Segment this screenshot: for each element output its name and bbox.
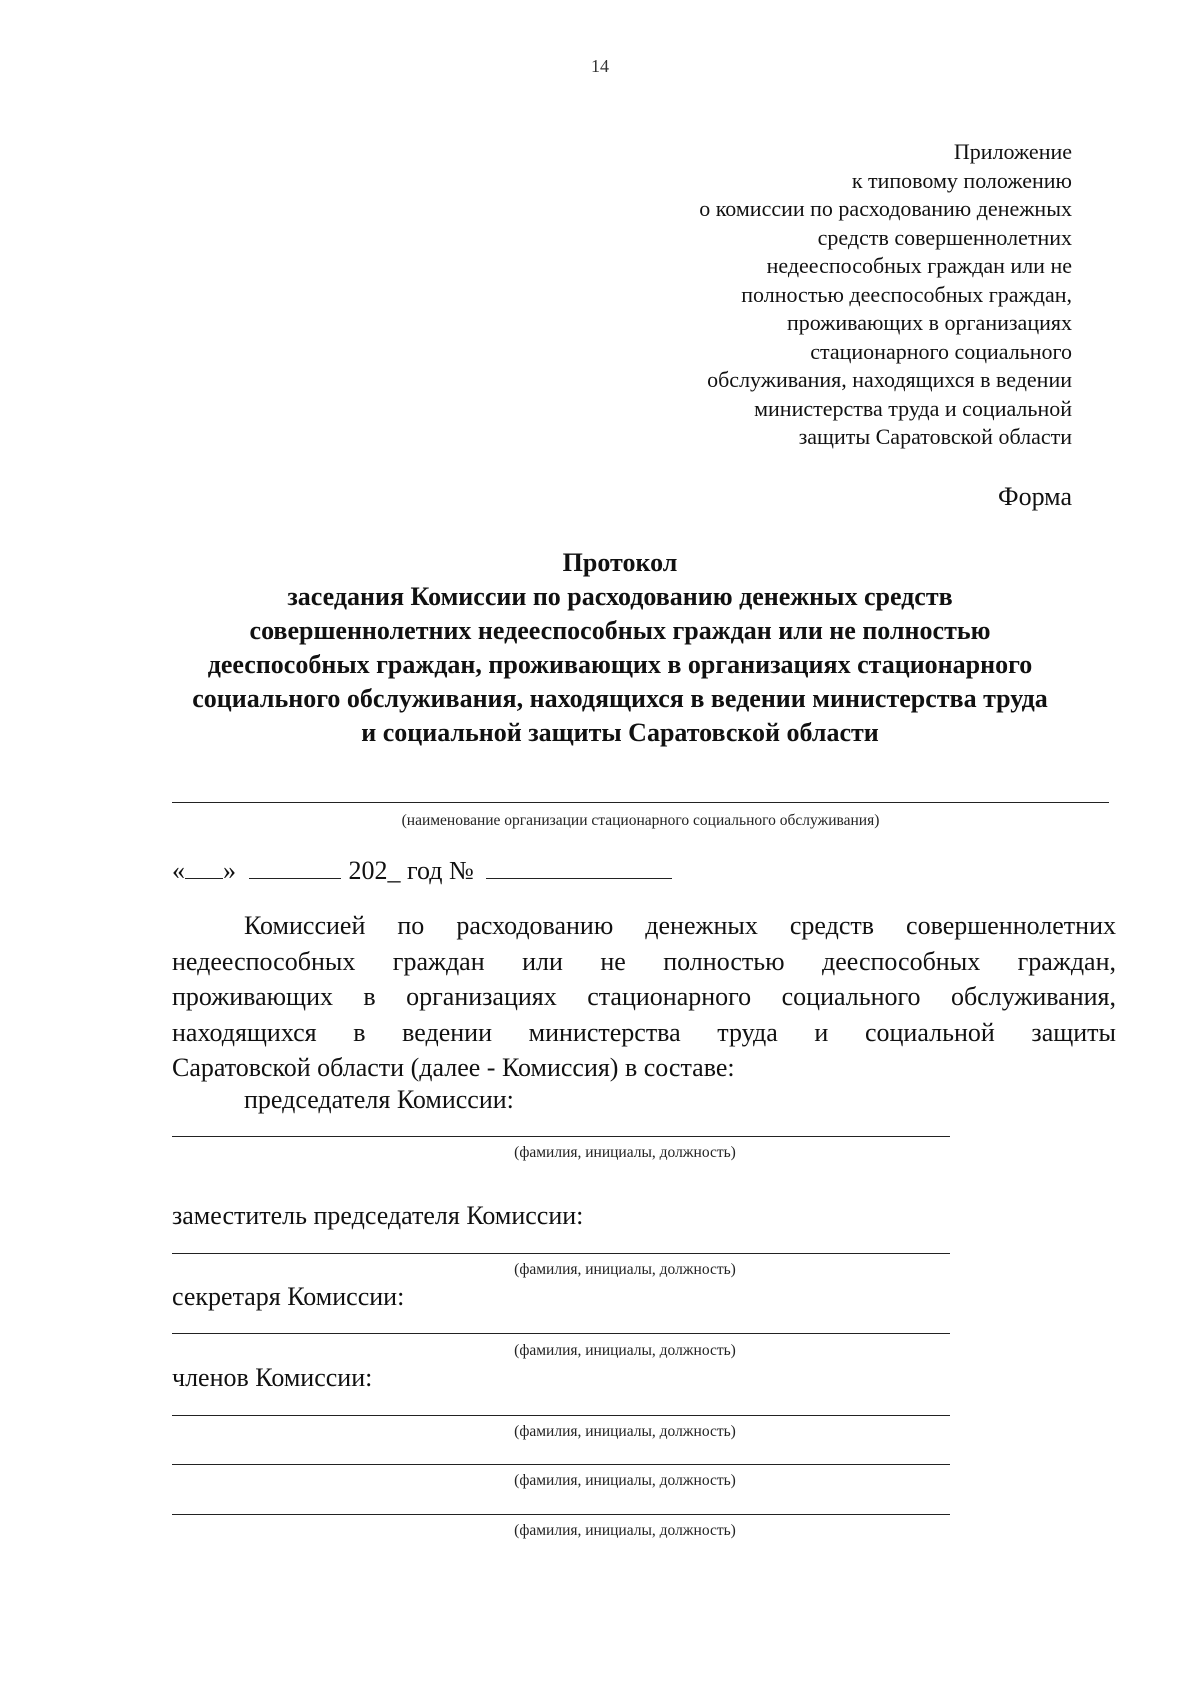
body-line: проживающих в организациях стационарного социального обслуживания, — [172, 982, 1116, 1011]
title-line: Протокол — [562, 548, 678, 577]
member-line[interactable] — [172, 1514, 950, 1515]
member-caption: (фамилия, инициалы, должность) — [514, 1522, 736, 1539]
member-line[interactable] — [172, 1464, 950, 1465]
year-number-label: 202_ год № — [348, 856, 474, 885]
body-line: недееспособных граждан или не полностью дееспособных граждан, — [172, 946, 1116, 976]
appendix-line: проживающих в организациях — [786, 310, 1072, 335]
open-quote: « — [172, 856, 185, 885]
month-field[interactable] — [249, 856, 341, 879]
title-line: совершеннолетних недееспособных граждан или не полностью — [249, 616, 991, 645]
date-line — [172, 856, 672, 886]
appendix-block — [512, 138, 1072, 452]
deputy-label: заместитель председателя Комиссии: — [172, 1201, 584, 1230]
member-line[interactable] — [172, 1415, 950, 1416]
member-caption: (фамилия, инициалы, должность) — [514, 1423, 736, 1440]
protocol-number-field[interactable] — [486, 856, 672, 879]
page-number: 14 — [591, 56, 609, 76]
form-label: Форма — [998, 482, 1072, 511]
appendix-line: полностью дееспособных граждан, — [741, 281, 1072, 307]
chairman-line[interactable] — [172, 1136, 950, 1137]
appendix-line: о комиссии по расходованию денежных — [699, 196, 1072, 221]
deputy-line[interactable] — [172, 1253, 950, 1254]
org-name-caption: (наименование организации стационарного социального обслуживания) — [401, 812, 880, 829]
appendix-line: Приложение — [953, 139, 1072, 164]
close-quote: » — [223, 856, 236, 885]
appendix-line: недееспособных граждан или не — [766, 253, 1072, 278]
day-field[interactable] — [185, 856, 223, 879]
secretary-caption: (фамилия, инициалы, должность) — [514, 1342, 736, 1359]
secretary-label: секретаря Комиссии: — [172, 1282, 405, 1311]
title-line: заседания Комиссии по расходованию денежных средств — [287, 582, 953, 611]
deputy-caption: (фамилия, инициалы, должность) — [514, 1261, 736, 1278]
appendix-line: министерства труда и социальной — [754, 395, 1072, 421]
appendix-line: средств совершеннолетних — [817, 224, 1072, 250]
body-line: Комиссией по расходованию денежных средств совершеннолетних — [244, 911, 1116, 940]
member-caption: (фамилия, инициалы, должность) — [514, 1472, 736, 1489]
body-line: Саратовской области (далее - Комиссия) в составе: — [172, 1053, 735, 1082]
body-paragraph — [172, 908, 1116, 1086]
secretary-line[interactable] — [172, 1333, 950, 1334]
title-line: социального обслуживания, находящихся в ведении министерства труда — [192, 684, 1048, 713]
chairman-label: председателя Комиссии: — [244, 1085, 514, 1114]
appendix-line: защиты Саратовской области — [798, 424, 1072, 449]
body-line: находящихся в ведении министерства труда и социальной защиты — [172, 1017, 1116, 1047]
appendix-line: обслуживания, находящихся в ведении — [707, 367, 1072, 392]
appendix-line: стационарного социального — [810, 338, 1072, 364]
document-title — [150, 546, 1090, 750]
title-line: и социальной защиты Саратовской области — [361, 718, 879, 747]
chairman-caption: (фамилия, инициалы, должность) — [514, 1144, 736, 1161]
appendix-line: к типовому положению — [851, 167, 1072, 193]
members-label: членов Комиссии: — [172, 1363, 373, 1392]
org-name-line[interactable] — [172, 802, 1109, 803]
title-line: дееспособных граждан, проживающих в организациях стационарного — [207, 650, 1033, 679]
